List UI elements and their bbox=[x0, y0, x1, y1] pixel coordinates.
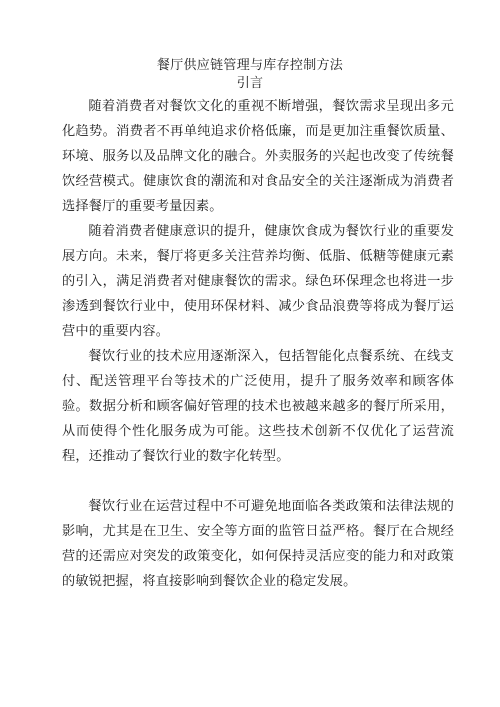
paragraph-4: 餐饮行业在运营过程中不可避免地面临各类政策和法律法规的影响，尤其是在卫生、安全等方面的监管日益严格。餐厅在合规经营的还需应对突发的政策变化，如何保持灵活应变的能力和对政策的敏锐把握，将直接影响到餐饮企业的稳定发展。 bbox=[62, 499, 454, 589]
section-heading: 引言 bbox=[236, 76, 264, 91]
paragraph-2: 随着消费者健康意识的提升，健康饮食成为餐饮行业的重要发展方向。未来，餐厅将更多关注营养均衡、低脂、低糖等健康元素的引入，满足消费者对健康餐饮的需求。绿色环保理念也将进一步渗透到餐饮行业中，使用环保材料、减少食品浪费等将成为餐厅运营中的重要内容。 bbox=[62, 224, 454, 339]
paragraph-1: 随着消费者对餐饮文化的重视不断增强，餐饮需求呈现出多元化趋势。消费者不再单纯追求价格低廉，而是更加注重餐饮质量、环境、服务以及品牌文化的融合。外卖服务的兴起也改变了传统餐饮经营模式。健康饮食的潮流和对食品安全的关注逐渐成为消费者选择餐厅的重要考量因素。 bbox=[62, 99, 454, 214]
paragraph-3: 餐饮行业的技术应用逐渐深入，包括智能化点餐系统、在线支付、配送管理平台等技术的广泛使用，提升了服务效率和顾客体验。数据分析和顾客偏好管理的技术也被越来越多的餐厅所采用，从而使得个性化服务成为可能。这些技术创新不仅优化了运营流程，还推动了餐饮行业的数字化转型。 bbox=[62, 349, 454, 464]
document-title: 餐厅供应链管理与库存控制方法 bbox=[156, 58, 344, 73]
